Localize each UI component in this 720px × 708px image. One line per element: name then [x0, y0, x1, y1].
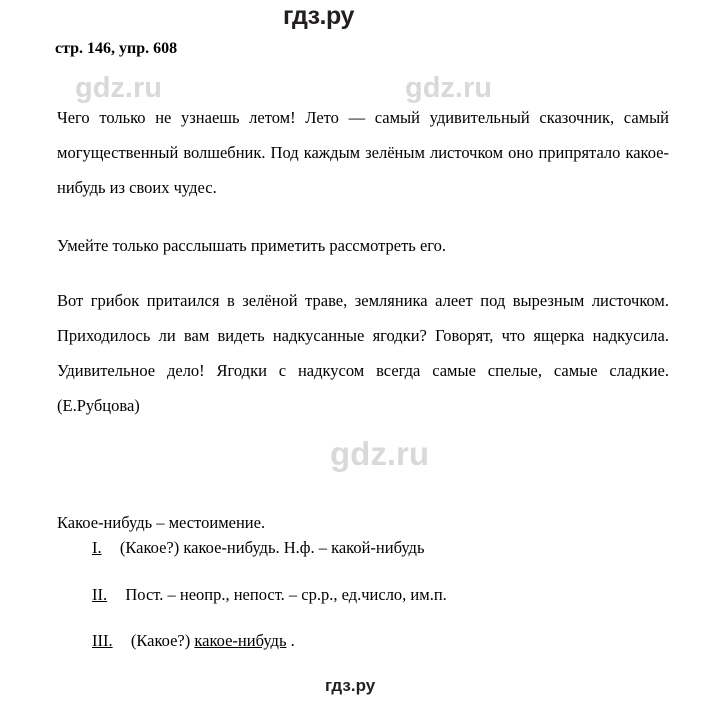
watermark: gdz.ru	[330, 435, 429, 472]
analysis-line-1	[92, 533, 424, 563]
paragraph-2: Умейте только расслышать приметить рассмотреть его.	[57, 236, 446, 255]
roman-numeral-three: III.	[92, 631, 113, 650]
watermark: gdz.ru	[75, 72, 162, 104]
site-logo-top: гдз.ру	[283, 2, 354, 30]
paragraph-1: Чего только не узнаешь летом! Лето — самый удивительный сказочник, самый могущественный волшебник. Под каждым зелёным листочком оно припрятало какое-нибудь из своих чудес.	[57, 108, 669, 197]
analysis-line-2	[92, 580, 447, 610]
paragraph-4: Какое-нибудь – местоимение.	[57, 513, 266, 532]
analysis-line-1-text: (Какое?) какое-нибудь. Н.ф. – какой-нибудь	[119, 538, 425, 557]
analysis-line-3-period: .	[290, 631, 295, 650]
analysis-line-2-text: Пост. – неопр., непост. – ср.р., ед.число, им.п.	[125, 585, 447, 604]
roman-numeral-one: I.	[92, 538, 102, 557]
analysis-line-3-question: (Какое?)	[130, 631, 195, 650]
watermark: gdz.ru	[405, 72, 492, 104]
analysis-line-3	[92, 626, 295, 656]
roman-numeral-two: II.	[92, 585, 108, 604]
site-logo-bottom: гдз.ру	[325, 676, 376, 695]
analysis-line-3-word: какое-нибудь	[194, 631, 287, 650]
paragraph-3: Вот грибок притаился в зелёной траве, земляника алеет под вырезным листочком. Приходилось ли вам видеть надкусанные ягодки? Говорят, что ящерка надкусила. Удивительное дело! Ягодки с надкусом всегда самые спелые, самые сладкие. (Е.Рубцова)	[57, 291, 669, 415]
page-title: стр. 146, упр. 608	[55, 40, 178, 57]
